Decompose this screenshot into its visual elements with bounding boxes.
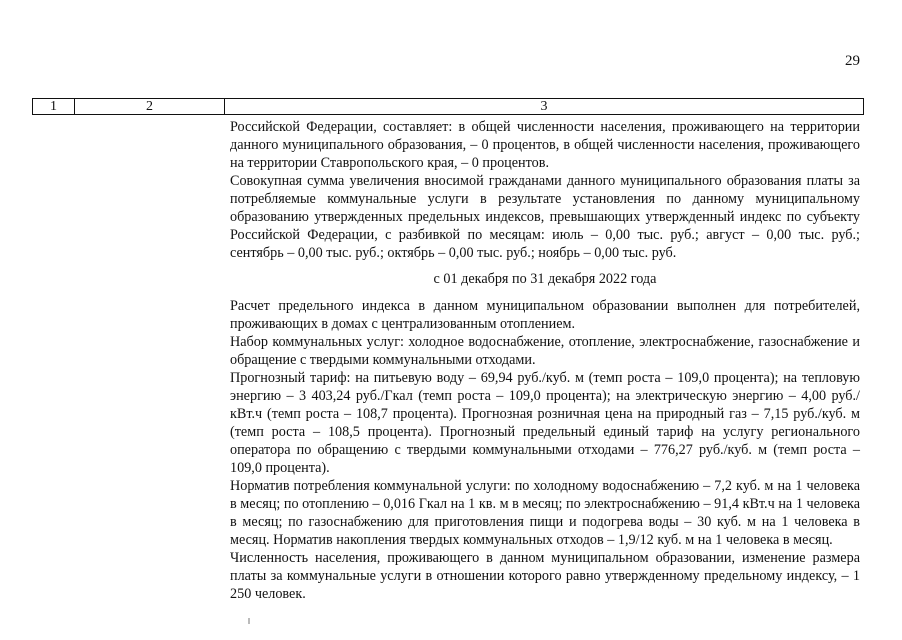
paragraph-forecast-tariff: Прогнозный тариф: на питьевую воду – 69,94 руб./куб. м (темп роста – 109,0 процента); на тепловую энергию – 3 403,24 руб./Гкал (темп роста – 109,0 процента); на электрическую энергию – 4,00 руб./кВт.ч (темп роста – 108,7 процента). Прогнозная розничная цена на природный газ – 7,15 руб./куб. м (темп роста – 108,5 процента). Прогнозный предельный единый тариф на услугу регионального оператора по обращению с твердыми коммунальными отходами – 776,27 руб./куб. м (темп роста – 109,0 процента). <box>230 370 860 476</box>
column-header-1: 1 <box>33 99 75 114</box>
paragraph-total-increase: Совокупная сумма увеличения вносимой гражданами данного муниципального образования платы за потребляемые коммунальные услуги в результате установления по данному муниципальному образованию утвержденных предельных индексов, превышающих утвержденный индекс по субъекту Российской Федерации, с разбивкой по месяцам: июль – 0,00 тыс. руб.; август – 0,00 тыс. руб.; сентябрь – 0,00 тыс. руб.; октябрь – 0,00 тыс. руб.; ноябрь – 0,00 тыс. руб. <box>230 173 860 261</box>
column-header-2: 2 <box>75 99 225 114</box>
column-header-3: 3 <box>540 99 548 114</box>
section-heading-period: с 01 декабря по 31 декабря 2022 года <box>433 271 657 287</box>
paragraph-consumption-norm: Норматив потребления коммунальной услуги: по холодному водоснабжению – 7,2 куб. м на 1 человека в месяц; по отоплению – 0,016 Гкал на 1 кв. м в месяц; по электроснабжению – 91,4 кВт.ч на 1 человека в месяц; по газоснабжению для приготовления пищи и подогрева воды – 30 куб. м на 1 человека в месяц. Норматив накопления твердых коммунальных отходов – 1,9/12 куб. м на 1 человека в месяц. <box>230 478 860 548</box>
table-header-row <box>32 98 864 115</box>
paragraph-population-share: Российской Федерации, составляет: в общей численности населения, проживающего на территории данного муниципального образования, – 0 процентов, в общей численности населения, проживающего на территории Ставропольского края, – 0 процентов. <box>230 119 860 171</box>
paragraph-calculation-basis: Расчет предельного индекса в данном муниципальном образовании выполнен для потребителей, проживающих в домах с централизованным отоплением. <box>230 298 860 332</box>
scan-mark <box>248 618 250 624</box>
document-body <box>230 118 860 603</box>
paragraph-population-count: Численность населения, проживающего в данном муниципальном образовании, изменение размера платы за коммунальные услуги в отношении которого равно утвержденному предельному индексу, – 1 250 человек. <box>230 550 860 602</box>
paragraph-service-set: Набор коммунальных услуг: холодное водоснабжение, отопление, электроснабжение, газоснабжение и обращение с твердыми коммунальными отходами. <box>230 334 860 368</box>
page-number: 29 <box>845 53 860 69</box>
